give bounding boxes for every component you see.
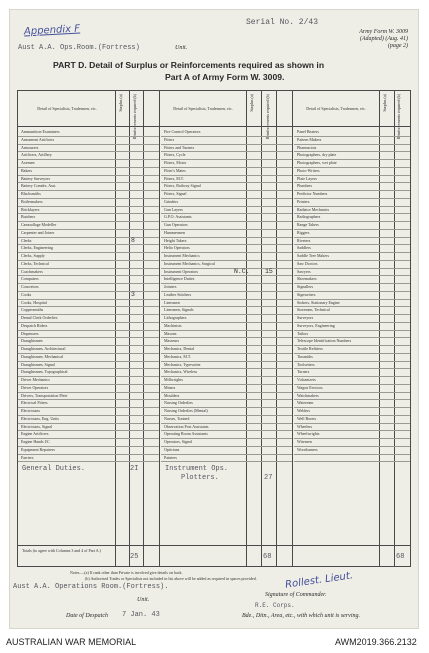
specialist-name: Fitters, Railway Signal: [164, 183, 201, 189]
specialist-name: Printers: [297, 198, 310, 204]
specialist-name: Mechanics, Dental: [164, 346, 194, 351]
specialist-name: Gun Operators: [164, 222, 188, 227]
specialist-name: Miners: [164, 384, 176, 390]
column-divider: [143, 91, 144, 566]
specialist-name: Draughtsmen, Signal: [21, 361, 55, 367]
specialist-name: Fire Control Operators: [164, 129, 201, 134]
specialist-name: Blacksmiths: [21, 191, 41, 196]
extra-row-general-duties-reinf: 2I: [130, 465, 139, 473]
appendix-stamp: Appendix F: [23, 23, 81, 38]
specialist-name: Camouflage Modeller: [21, 222, 57, 227]
specialist-name: Gun Layers: [164, 206, 183, 212]
specialist-name: Moulders: [164, 392, 180, 398]
form-title: PART D. Detail of Surplus or Reinforcements required as shown in: [53, 60, 325, 70]
total-col3: 68: [396, 553, 405, 561]
specialist-name: Welders: [297, 408, 311, 413]
serial-number: Serial No. 2/43: [246, 18, 319, 27]
form-page: [9, 9, 419, 629]
specialist-name: [297, 454, 377, 462]
row-divider: [161, 461, 292, 462]
specialist-name: Helio Operators: [164, 245, 190, 251]
row-divider: [294, 461, 410, 462]
specialist-name: Nursing Orderlies (Mental): [164, 408, 208, 413]
specialist-name: Artificers, Artillery: [21, 152, 52, 158]
despatch-date: 7 Jan. 43: [122, 611, 160, 619]
specialist-name: Leather Stitchers: [164, 291, 192, 297]
specialist-name: Ammunition Examiners: [21, 129, 60, 134]
specialist-name: Despatch Riders: [21, 322, 48, 328]
totals-label: Totals (to agree with Columns 3 and 4 of Part A.): [22, 548, 101, 553]
specialist-name: Saddlers: [297, 245, 311, 251]
note-a: Notes.—(a) If rank other than Private is involved give details on back.: [70, 570, 183, 575]
specialist-name: Wiremen: [297, 439, 312, 444]
unit-typed: Aust A.A. Ops.Room.(Fortress): [18, 44, 140, 52]
specialist-name: Clerks, Engineering: [21, 245, 53, 251]
specialist-name: Wheelers: [297, 423, 313, 429]
specialist-name: Turners: [297, 369, 310, 375]
total-col2: 68: [263, 553, 272, 561]
specialist-name: Plate Layers: [297, 175, 317, 181]
form-subtitle: Part A of Army Form W. 3009.: [165, 72, 285, 82]
header-divider: [18, 126, 410, 127]
specialist-name: Electricians: [21, 408, 40, 413]
specialist-name: Engine Hands I/C: [21, 439, 50, 444]
col-header-reinf: Reinforcements required (b): [396, 94, 401, 140]
extra-row-general-duties: General Duties.: [22, 465, 86, 473]
specialist-name: Toolsetters: [297, 361, 315, 367]
signature-label: Signature of Commander.: [265, 592, 327, 598]
specialist-name: Photographers, dry plate: [297, 152, 337, 158]
specialist-name: Cooks, Hospital: [21, 299, 47, 305]
specialist-name: Fitter's Mates: [164, 167, 186, 173]
specialist-name: Textile Refitters: [297, 346, 323, 351]
specialist-name: Millwrights: [164, 377, 183, 382]
extra-row-plotters: Plotters.: [181, 474, 219, 482]
form-line: Army Form W. 3009: [359, 29, 408, 35]
col-header-reinf: Reinforcements required (b): [265, 94, 270, 140]
caption-left: AUSTRALIAN WAR MEMORIAL: [6, 637, 137, 647]
column-divider: [261, 91, 262, 566]
specialist-name: Well Borers: [297, 415, 317, 421]
specialist-name: Armament Artificers: [21, 136, 55, 142]
column-divider: [159, 91, 160, 566]
specialist-name: Watchmakers: [297, 392, 319, 398]
specialist-name: Hammermen: [164, 229, 185, 235]
column-divider: [129, 91, 130, 566]
specialist-name: Jointers: [164, 284, 177, 289]
specialist-name: Operating Room Assistants: [164, 431, 208, 437]
specialist-name: Equipment Repairers: [21, 446, 55, 452]
specialist-name: Masons: [164, 330, 177, 336]
specialist-name: Instrument Mechanics: [164, 253, 200, 258]
specialist-name: Linesmen, Signals: [164, 307, 194, 313]
specialist-name: Driver Mechanics: [21, 377, 50, 382]
specialist-name: Operators, Signal: [164, 439, 192, 444]
specialist-name: Farriers: [21, 454, 34, 460]
specialist-name: Panel Beaters: [297, 129, 319, 134]
column-divider: [394, 91, 395, 566]
specialist-name: Nurses, Trained: [164, 415, 190, 421]
specialist-name: Pattern Makers: [297, 136, 322, 142]
specialist-name: Drivers, Transportation Fleet: [21, 392, 68, 398]
specialist-name: Axemen: [21, 160, 35, 165]
specialist-name: Wagon Erectors: [297, 384, 323, 390]
col-header-reinf: Reinforcements required (b): [132, 94, 137, 140]
specialist-name: Armourers: [21, 144, 39, 150]
specialist-name: Mechanics, Typewriter: [164, 361, 201, 367]
specialist-name: Instrument Mechanics, Surgical: [164, 260, 215, 266]
col-header-detail: Detail of Specialists, Tradesmen, etc.: [173, 106, 233, 111]
specialist-name: Wheelwrights: [297, 431, 320, 437]
specialist-name: Riggers: [297, 229, 310, 235]
specialist-name: Mechanics, Wireless: [164, 369, 198, 375]
specialist-name: Tailors: [297, 330, 309, 336]
unit-label: Unit.: [175, 45, 188, 51]
specialist-name: Storemen, Technical: [297, 307, 330, 313]
specialist-name: Bakers: [21, 167, 33, 173]
specialist-name: Shoemakers: [297, 276, 317, 282]
specialist-name: Fitters: [164, 136, 175, 142]
surplus-value: N.C.: [234, 267, 250, 275]
specialist-name: Tinsmiths: [297, 353, 313, 359]
specialist-name: Grinders: [164, 198, 178, 204]
specialist-name: Battery Surveyors: [21, 175, 50, 181]
column-divider: [292, 91, 293, 566]
footer-unit-typed: Aust A.A. Operations Room.(Fortress).: [13, 583, 169, 591]
specialist-name: Carpenter and Joiner: [21, 229, 55, 235]
specialist-name: Intelligence Duties: [164, 276, 195, 282]
specialist-name: Watermen: [297, 400, 314, 406]
form-line: (Adapted) (Aug. 41): [359, 36, 408, 42]
specialist-name: Driver Operators: [21, 384, 49, 390]
specialist-name: Radiator Mechanics: [297, 206, 330, 212]
specialist-name: Machinists: [164, 322, 182, 328]
specialist-name: Draughtsmen, Architectural: [21, 346, 66, 351]
archive-caption: [0, 632, 429, 653]
specialist-name: Radiographers: [297, 214, 321, 220]
specialist-name: Surveyors, Engineering: [297, 322, 335, 328]
specialist-name: Telescope Identification Numbers: [297, 338, 352, 344]
specialist-name: Photo-Writers: [297, 167, 320, 173]
despatch-label: Date of Despatch: [66, 613, 108, 619]
bde-label: Bde., Ditn., Area, etc., with which unit is serving.: [242, 613, 360, 619]
specialist-name: Height Takers: [164, 237, 187, 243]
specialist-name: Predictor Numbers: [297, 191, 328, 196]
specialist-name: Nursing Orderlies: [164, 400, 193, 406]
specialist-name: Saddle Tree Makers: [297, 253, 329, 258]
column-divider: [115, 91, 116, 566]
reinforcement-value: 3: [131, 290, 135, 298]
specialist-name: Clerks, Technical: [21, 260, 49, 266]
specialist-name: Battery Comdrs. Asst.: [21, 183, 57, 189]
specialist-name: Fitters, Signal: [164, 191, 187, 196]
specialist-name: Photographers, wet plate: [297, 160, 337, 165]
specialist-name: Butchers: [21, 214, 36, 220]
specialist-name: Draughtsmen, Topographical: [21, 369, 68, 375]
specialist-name: Fitters, M.T.: [164, 175, 184, 181]
specialist-name: Stokers, Stationary Engine: [297, 299, 340, 305]
specialist-name: Signallers: [297, 284, 313, 289]
form-reference: [310, 29, 408, 50]
specialist-name: Fitters, Cycle: [164, 152, 186, 158]
specialist-name: G.P.O. Assistants: [164, 214, 192, 220]
extra-row-plotters-reinf: 27: [264, 474, 273, 482]
column-divider: [246, 91, 247, 566]
note-b: (b) Authorised Trades or Specialists not included in list above will be added as required in spaces provided.: [85, 576, 257, 581]
col-header-surplus: Surplus (a): [382, 94, 387, 112]
form-line: (page 2): [387, 43, 408, 49]
total-col1: 25: [130, 553, 139, 561]
specialist-name: Mechanics, M.T.: [164, 353, 192, 359]
specialist-name: Sawyers: [297, 268, 311, 274]
specialist-name: Instrument Operators: [164, 268, 199, 274]
specialist-name: Fitters and Turners: [164, 144, 195, 150]
reinforcement-value: 15: [265, 267, 273, 275]
specialist-name: Electricians, Signal: [21, 423, 53, 429]
footer-unit-label: Unit.: [137, 597, 150, 603]
extra-row-instrument-ops: Instrument Ops.: [165, 465, 229, 473]
totals-divider: [18, 545, 410, 546]
specialist-name: Bricklayers: [21, 206, 40, 212]
specialist-name: Dispensers: [21, 330, 39, 336]
specialist-name: Clerks: [21, 237, 32, 243]
col-header-detail: Detail of Specialists, Tradesmen, etc.: [306, 106, 366, 111]
specialist-name: Surveyors: [297, 315, 314, 320]
rank-typed: R.E. Corps.: [255, 602, 295, 609]
col-header-surplus: Surplus (a): [249, 94, 254, 112]
specialist-name: Saw Doctors: [297, 260, 318, 266]
col-header-surplus: Surplus (a): [118, 94, 123, 112]
specialist-name: Clerks, Supply: [21, 253, 45, 258]
specialist-name: Lithographers: [164, 315, 187, 320]
specialist-name: Pharmacists: [297, 144, 317, 150]
commander-signature: Rollest. Lieut.: [284, 570, 354, 591]
specialist-name: Electrical Fitters: [21, 400, 48, 406]
specialist-name: Woodturners: [297, 446, 318, 452]
specialist-name: Coppersmiths: [21, 307, 44, 313]
specialist-name: Concretors: [21, 284, 39, 289]
specialist-name: Masseurs: [164, 338, 180, 344]
column-divider: [276, 91, 277, 566]
specialist-name: Draughtsmen: [21, 338, 43, 344]
specialist-name: Painters: [164, 454, 177, 460]
reinforcement-value: 8: [131, 236, 135, 244]
specialist-name: Electricians, Eng. Units: [21, 415, 59, 421]
caption-right: AWM2019.366.2132: [335, 637, 417, 647]
column-divider: [379, 91, 380, 566]
specialist-name: Vulcanizers: [297, 377, 316, 382]
specialist-name: Range Takers: [297, 222, 319, 227]
specialist-name: Computers: [21, 276, 39, 282]
specialist-name: Engine Artificers: [21, 431, 49, 437]
specialist-name: Observation Post Assistants: [164, 423, 209, 429]
specialist-name: Signwriters: [297, 291, 316, 297]
specialist-name: Coachmakers: [21, 268, 43, 274]
specialist-name: Draughtsmen, Mechanical: [21, 353, 64, 359]
specialist-name: Plumbers: [297, 183, 313, 189]
specialist-name: Dental Clerk Orderlies: [21, 315, 58, 320]
specialist-name: Opticians: [164, 446, 180, 452]
specialist-name: Boilermakers: [21, 198, 43, 204]
specialist-name: Fitters, Motor: [164, 160, 187, 165]
row-divider: [18, 461, 159, 462]
specialist-name: Riveters: [297, 237, 311, 243]
specialist-name: Linesmen: [164, 299, 180, 305]
col-header-detail: Detail of Specialists, Tradesmen, etc.: [37, 106, 97, 111]
specialists-table: [17, 90, 411, 567]
specialist-name: Cooks: [21, 291, 32, 297]
